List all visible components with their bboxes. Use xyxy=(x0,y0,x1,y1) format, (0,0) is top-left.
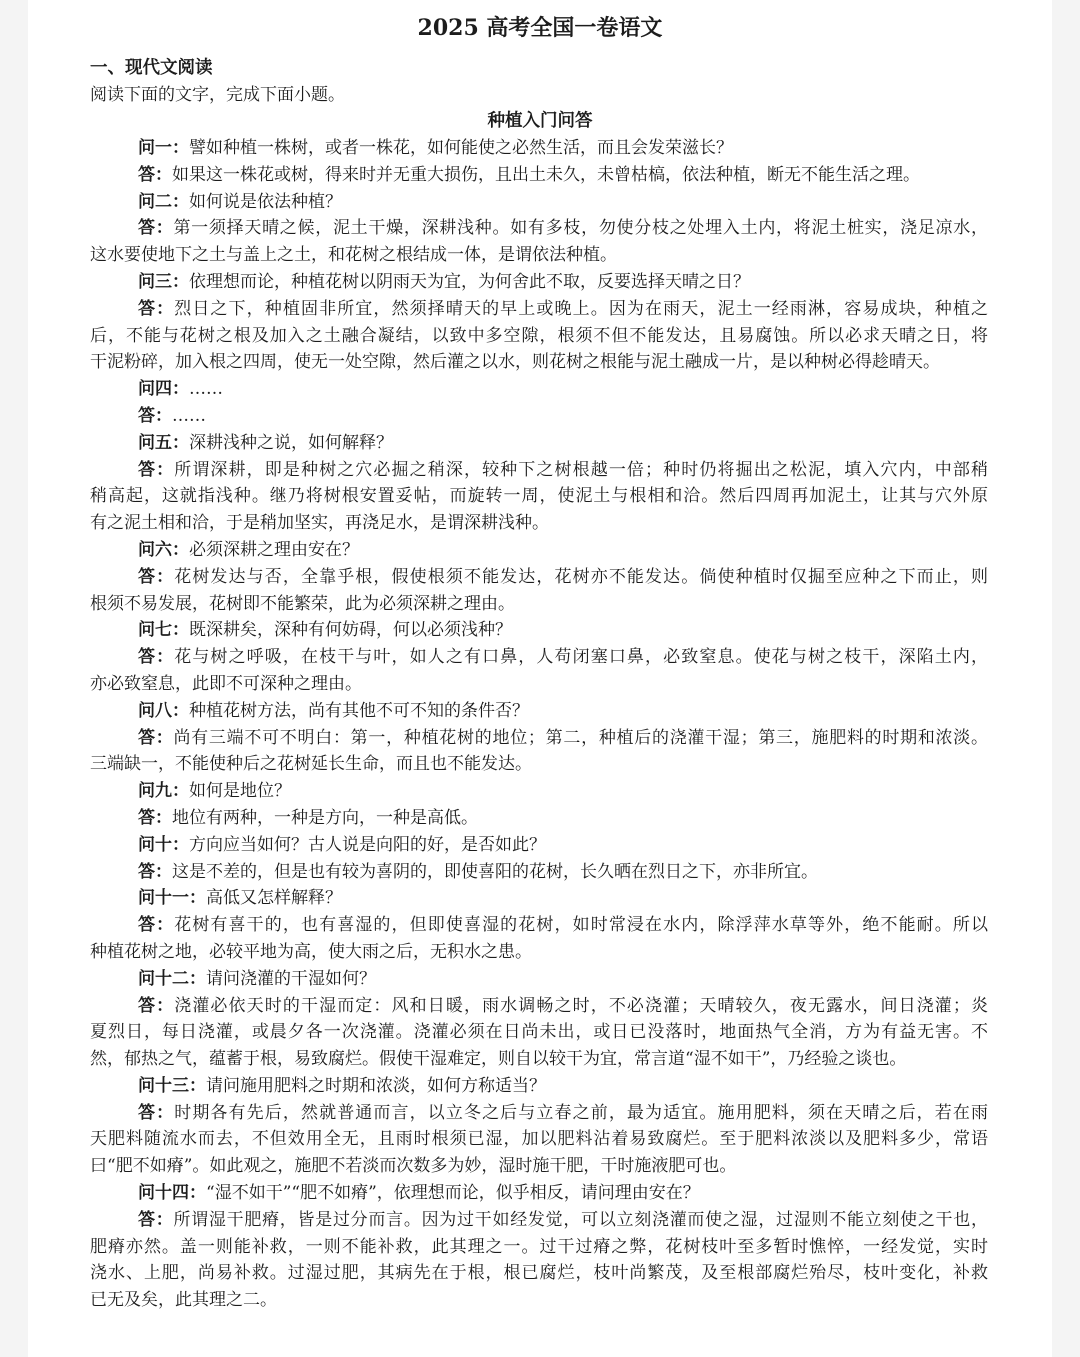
question-line xyxy=(90,135,988,162)
answer-text: 浇灌必依天时的干湿而定：风和日暖，雨水调畅之时，不必浇灌；天晴较久，夜无露水，间日浇灌；炎 xyxy=(174,995,988,1016)
answer xyxy=(90,912,988,966)
answer-text: 三端缺一，不能使种后之花树延长生命，而且也不能发达。 xyxy=(90,754,532,775)
question-line xyxy=(90,376,988,403)
question xyxy=(90,698,988,725)
answer-line xyxy=(90,510,988,537)
qa-item xyxy=(90,1073,988,1180)
answer-label: 答： xyxy=(138,459,175,480)
qa-item xyxy=(90,1180,988,1314)
question-line xyxy=(90,537,988,564)
answer-line xyxy=(90,1153,988,1180)
question xyxy=(90,430,988,457)
answer-label: 答： xyxy=(138,727,174,748)
answer-text: 所谓深耕，即是种树之穴必掘之稍深，较种下之树根越一倍；种时仍将掘出之松泥，填入穴内，中部稍 xyxy=(174,459,988,480)
answer-text: 干泥粉碎，加入根之四周，使无一处空隙，然后灌之以水，则花树之根能与泥土融成一片，是以种树必得趁晴天。 xyxy=(90,352,940,373)
answer-text: 地位有两种，一种是方向，一种是高低。 xyxy=(172,807,478,828)
answer-line xyxy=(90,725,988,752)
answer xyxy=(90,805,988,832)
question-label: 问十四： xyxy=(138,1183,206,1204)
question xyxy=(90,966,988,993)
answer-text: 种植花树之地，必较平地为高，使大雨之后，无积水之患。 xyxy=(90,941,532,962)
answer-line xyxy=(90,349,988,376)
question-label: 问一： xyxy=(138,138,189,158)
question xyxy=(90,135,988,162)
answer-text: 如果这一株花或树，得来时并无重大损伤，且出土未久，未曾枯槁，依法种植，断无不能生活之理。 xyxy=(172,164,920,185)
answer-line xyxy=(90,939,988,966)
answer xyxy=(90,1207,988,1314)
answer-text: 根须不易发展，花树即不能繁荣，此为必须深耕之理由。 xyxy=(90,593,515,614)
answer-text: 曰“肥不如瘠”。如此观之，施肥不若淡而次数多为妙，湿时施干肥，干时施液肥可也。 xyxy=(90,1156,737,1177)
answer-line xyxy=(90,457,988,484)
answer-line xyxy=(90,1287,988,1314)
question xyxy=(90,832,988,859)
answer-line xyxy=(90,1126,988,1153)
answer-text: 亦必致窒息，此即不可深种之理由。 xyxy=(90,673,362,694)
answer-label: 答： xyxy=(138,405,172,426)
question-label: 问八： xyxy=(138,700,189,721)
answer-line xyxy=(90,483,988,510)
qa-item xyxy=(90,778,988,832)
qa-item xyxy=(90,537,988,617)
question-line xyxy=(90,778,988,805)
answer-text: 稍高起，这就指浅种。继乃将树根安置妥帖，而旋转一周，使泥土与根相和洽。然后四周再加泥土，让其与穴外原 xyxy=(90,486,988,507)
answer-text: 有之泥土相和洽，于是稍加坚实，再浇足水，是谓深耕浅种。 xyxy=(90,513,549,534)
answer-text: 花与树之呼吸，在枝干与叶，如人之有口鼻，人苟闭塞口鼻，必致窒息。使花与树之枝干，深陷土内， xyxy=(174,647,988,668)
question-line xyxy=(90,189,988,216)
qa-item xyxy=(90,617,988,697)
question-label: 问十二： xyxy=(138,968,206,989)
answer-label: 答： xyxy=(138,915,175,936)
answer-line xyxy=(90,993,988,1020)
answer-text: 天肥料随流水而去，不但效用全无，且雨时根须已湿，加以肥料沾着易致腐烂。至于肥料浓淡以及肥料多少，常语 xyxy=(90,1129,988,1150)
question xyxy=(90,617,988,644)
answer-text: 第一须择天晴之候，泥土干燥，深耕浅种。如有多枝，勿使分枝之处埋入土内，将泥土桩实，浇足凉水， xyxy=(173,218,988,239)
answer-label: 答： xyxy=(138,566,175,587)
instruction-text: 阅读下面的文字，完成下面小题。 xyxy=(90,85,345,105)
answer-label: 答： xyxy=(138,1209,174,1230)
question-text: 请问施用肥料之时期和浓淡，如何方称适当？ xyxy=(206,1075,546,1096)
question-line xyxy=(90,1180,988,1207)
answer-label: 答： xyxy=(138,861,172,882)
answer-text: 花树有喜干的，也有喜湿的，但即使喜湿的花树，如时常浸在水内，除浮萍水草等外，绝不能耐。所以 xyxy=(174,915,988,936)
qa-item xyxy=(90,698,988,778)
qa-item xyxy=(90,135,988,189)
question xyxy=(90,269,988,296)
question-label: 问三： xyxy=(138,271,189,292)
question-text: 方向应当如何？古人说是向阳的好，是否如此？ xyxy=(189,834,546,855)
answer-line xyxy=(90,671,988,698)
question xyxy=(90,189,988,216)
answer-line xyxy=(90,751,988,778)
answer-text: 夏烈日，每日浇灌，或晨夕各一次浇灌。浇灌必须在日尚未出，或日已没落时，地面热气全消，方为有益无害。不 xyxy=(90,1022,988,1043)
answer-text: 花树发达与否，全靠乎根，假使根须不能发达，花树亦不能发达。倘使种植时仅掘至应种之下而止，则 xyxy=(174,566,988,587)
answer-line xyxy=(90,1260,988,1287)
answer-text: 烈日之下，种植固非所宜，然须择晴天的早上或晚上。因为在雨天，泥土一经雨淋，容易成块，种植之 xyxy=(174,298,988,319)
section-heading: 一、现代文阅读 xyxy=(90,58,213,78)
answer xyxy=(90,403,988,430)
qa-item xyxy=(90,885,988,965)
answer-text: 这水要使地下之土与盖上之土，和花树之根结成一体，是谓依法种植。 xyxy=(90,245,617,266)
answer-text: 肥瘠亦然。盖一则能补救，一则不能补救，此其理之一。过干过瘠之弊，花树枝叶至多暂时憔悴，一经发觉，实时 xyxy=(90,1236,988,1257)
answer-text: 尚有三端不可不明白：第一，种植花树的地位；第二，种植后的浇灌干湿；第三，施肥料的时期和浓淡。 xyxy=(173,727,988,748)
question xyxy=(90,1073,988,1100)
question-line xyxy=(90,1073,988,1100)
answer xyxy=(90,296,988,376)
answer-line xyxy=(90,242,988,269)
answer-text: 浇水、上肥，尚易补救。过湿过肥，其病先在于根，根已腐烂，枝叶尚繁茂，及至根部腐烂殆尽，枝叶变化，补救 xyxy=(90,1263,988,1284)
question-line xyxy=(90,269,988,296)
answer-line xyxy=(90,296,988,323)
question xyxy=(90,1180,988,1207)
answer xyxy=(90,215,988,269)
question-label: 问六： xyxy=(138,539,189,560)
question-text: 依理想而论，种植花树以阴雨天为宜，为何舍此不取，反要选择天晴之日？ xyxy=(189,271,750,292)
answer-text: 所谓湿干肥瘠，皆是过分而言。因为过干如经发觉，可以立刻浇灌而使之湿，过湿则不能立刻使之干也， xyxy=(173,1209,988,1230)
answer-line xyxy=(90,1207,988,1234)
answer xyxy=(90,725,988,779)
question-text: 既深耕矣，深种有何妨碍，何以必须浅种？ xyxy=(189,620,512,641)
answer-line xyxy=(90,912,988,939)
question-line xyxy=(90,966,988,993)
answer xyxy=(90,644,988,698)
question-label: 问十三： xyxy=(138,1075,206,1096)
question-text: 请问浇灌的干湿如何？ xyxy=(206,968,376,989)
answer-text: 这是不差的，但是也有较为喜阴的，即使喜阳的花树，长久晒在烈日之下，亦非所宜。 xyxy=(172,861,818,882)
answer-label: 答： xyxy=(138,807,172,828)
question xyxy=(90,376,988,403)
answer-label: 答： xyxy=(138,164,172,185)
answer xyxy=(90,564,988,618)
question xyxy=(90,885,988,912)
question-text: 如何说是依法种植？ xyxy=(189,191,342,212)
qa-list xyxy=(90,135,988,1314)
answer-label: 答： xyxy=(138,1102,175,1123)
answer-line xyxy=(90,1046,988,1073)
answer-line xyxy=(90,1100,988,1127)
answer-label: 答： xyxy=(138,298,175,319)
question-text: 必须深耕之理由安在？ xyxy=(189,539,359,560)
question-line xyxy=(90,430,988,457)
answer-line xyxy=(90,162,988,189)
question-line xyxy=(90,885,988,912)
qa-item xyxy=(90,189,988,269)
question-label: 问十： xyxy=(138,834,189,855)
answer xyxy=(90,1100,988,1180)
question xyxy=(90,778,988,805)
qa-item xyxy=(90,966,988,1073)
question-label: 问五： xyxy=(138,432,189,453)
answer-text: 时期各有先后，然就普通而言，以立冬之后与立春之前，最为适宜。施用肥料，须在天晴之后，若在雨 xyxy=(174,1102,988,1123)
answer-line xyxy=(90,403,988,430)
answer xyxy=(90,859,988,886)
answer-line xyxy=(90,805,988,832)
answer-text: 后，不能与花树之根及加入之土融合凝结，以致中多空隙，根须不但不能发达，且易腐蚀。所以必求天晴之日，将 xyxy=(90,325,988,346)
answer-line xyxy=(90,1234,988,1261)
answer-line xyxy=(90,859,988,886)
question-text: 种植花树方法，尚有其他不可不知的条件否？ xyxy=(189,700,529,721)
question xyxy=(90,537,988,564)
question-line xyxy=(90,832,988,859)
answer xyxy=(90,457,988,537)
answer xyxy=(90,993,988,1073)
question-line xyxy=(90,617,988,644)
answer-line xyxy=(90,215,988,242)
answer-line xyxy=(90,1019,988,1046)
question-label: 问二： xyxy=(138,191,189,212)
answer-text: …… xyxy=(172,405,206,426)
qa-item xyxy=(90,832,988,886)
answer xyxy=(90,162,988,189)
question-text: 譬如种植一株树，或者一株花，如何能使之必然生活，而且会发荣滋长？ xyxy=(189,138,733,158)
answer-text: 然，郁热之气，蕴蓄于根，易致腐烂。假使干湿难定，则自以较干为宜，常言道“湿不如干”，乃经验之谈也。 xyxy=(90,1049,907,1070)
answer-line xyxy=(90,591,988,618)
answer-label: 答： xyxy=(138,995,175,1016)
question-label: 问九： xyxy=(138,781,189,802)
question-text: 高低又怎样解释？ xyxy=(206,888,342,909)
answer-line xyxy=(90,323,988,350)
answer-text: 已无及矣，此其理之二。 xyxy=(90,1290,277,1311)
article-title: 种植入门问答 xyxy=(487,111,593,131)
question-text: 深耕浅种之说，如何解释？ xyxy=(189,432,393,453)
question-label: 问四： xyxy=(138,379,189,400)
qa-item xyxy=(90,430,988,537)
qa-item xyxy=(90,269,988,376)
answer-label: 答： xyxy=(138,647,175,668)
question-label: 问七： xyxy=(138,620,189,641)
question-text: 如何是地位？ xyxy=(189,781,291,802)
question-line xyxy=(90,698,988,725)
qa-item xyxy=(90,376,988,430)
answer-label: 答： xyxy=(138,218,174,239)
answer-line xyxy=(90,564,988,591)
question-text: …… xyxy=(189,379,223,400)
page-title: 2025 高考全国一卷语文 xyxy=(417,15,663,41)
question-text: “湿不如干”“肥不如瘠”，依理想而论，似乎相反，请问理由安在？ xyxy=(206,1183,700,1204)
answer-line xyxy=(90,644,988,671)
question-label: 问十一： xyxy=(138,888,206,909)
